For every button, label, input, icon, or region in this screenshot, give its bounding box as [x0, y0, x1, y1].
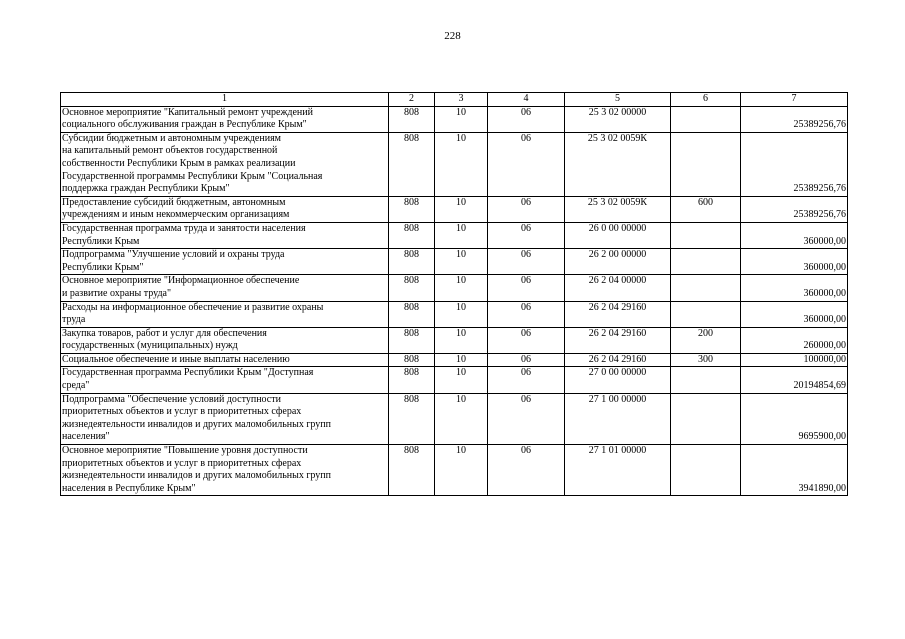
subsection-cell: 06 [488, 106, 565, 132]
section-cell: 10 [435, 393, 488, 444]
target-article-cell: 27 0 00 00000 [565, 367, 671, 393]
amount-cell: 260000,00 [741, 327, 848, 353]
grbs-cell: 808 [389, 327, 435, 353]
target-article-cell: 26 2 00 00000 [565, 249, 671, 275]
target-article-cell: 27 1 01 00000 [565, 445, 671, 496]
column-header: 5 [565, 93, 671, 107]
expense-type-cell [671, 301, 741, 327]
section-cell: 10 [435, 353, 488, 367]
column-header: 2 [389, 93, 435, 107]
grbs-cell: 808 [389, 367, 435, 393]
budget-table [60, 92, 848, 496]
section-cell: 10 [435, 196, 488, 222]
table-row [61, 106, 848, 132]
table-row [61, 353, 848, 367]
amount-cell: 3941890,00 [741, 445, 848, 496]
grbs-cell: 808 [389, 353, 435, 367]
section-cell: 10 [435, 445, 488, 496]
grbs-cell: 808 [389, 275, 435, 301]
section-cell: 10 [435, 367, 488, 393]
name-cell: Основное мероприятие "Капитальный ремонт учреждений социального обслуживания граждан в Республике Крым" [61, 106, 389, 132]
column-header: 4 [488, 93, 565, 107]
subsection-cell: 06 [488, 327, 565, 353]
table-row [61, 445, 848, 496]
expense-type-cell [671, 249, 741, 275]
name-cell: Основное мероприятие "Повышение уровня доступности приоритетных объектов и услуг в приоритетных сферах жизнедеятельности инвалидов и других маломобильных групп населения в Республике Крым" [61, 445, 389, 496]
name-cell: Закупка товаров, работ и услуг для обеспечения государственных (муниципальных) нужд [61, 327, 389, 353]
column-header: 6 [671, 93, 741, 107]
amount-cell: 360000,00 [741, 301, 848, 327]
table-row [61, 393, 848, 444]
table-row [61, 249, 848, 275]
target-article-cell: 26 2 04 29160 [565, 327, 671, 353]
section-cell: 10 [435, 222, 488, 248]
expense-type-cell [671, 106, 741, 132]
page-number: 228 [444, 30, 461, 42]
table-row [61, 222, 848, 248]
subsection-cell: 06 [488, 275, 565, 301]
expense-type-cell: 200 [671, 327, 741, 353]
subsection-cell: 06 [488, 353, 565, 367]
column-header: 7 [741, 93, 848, 107]
subsection-cell: 06 [488, 196, 565, 222]
table-row [61, 132, 848, 196]
expense-type-cell [671, 393, 741, 444]
table-row [61, 327, 848, 353]
section-cell: 10 [435, 106, 488, 132]
target-article-cell: 26 2 04 29160 [565, 301, 671, 327]
expense-type-cell [671, 132, 741, 196]
amount-cell: 9695900,00 [741, 393, 848, 444]
table-header-row [61, 93, 848, 107]
grbs-cell: 808 [389, 196, 435, 222]
grbs-cell: 808 [389, 301, 435, 327]
target-article-cell: 26 2 04 29160 [565, 353, 671, 367]
amount-cell: 360000,00 [741, 275, 848, 301]
expense-type-cell [671, 445, 741, 496]
subsection-cell: 06 [488, 132, 565, 196]
grbs-cell: 808 [389, 106, 435, 132]
grbs-cell: 808 [389, 222, 435, 248]
name-cell: Основное мероприятие "Информационное обеспечение и развитие охраны труда" [61, 275, 389, 301]
amount-cell: 360000,00 [741, 249, 848, 275]
table-row [61, 275, 848, 301]
target-article-cell: 27 1 00 00000 [565, 393, 671, 444]
grbs-cell: 808 [389, 132, 435, 196]
name-cell: Расходы на информационное обеспечение и развитие охраны труда [61, 301, 389, 327]
expense-type-cell: 300 [671, 353, 741, 367]
name-cell: Социальное обеспечение и иные выплаты населению [61, 353, 389, 367]
expense-type-cell: 600 [671, 196, 741, 222]
column-header: 1 [61, 93, 389, 107]
target-article-cell: 26 2 04 00000 [565, 275, 671, 301]
amount-cell: 20194854,69 [741, 367, 848, 393]
name-cell: Подпрограмма "Улучшение условий и охраны труда Республики Крым" [61, 249, 389, 275]
target-article-cell: 25 3 02 0059К [565, 196, 671, 222]
name-cell: Предоставление субсидий бюджетным, автономным учреждениям и иным некоммерческим организациям [61, 196, 389, 222]
table-row [61, 301, 848, 327]
name-cell: Государственная программа Республики Крым "Доступная среда" [61, 367, 389, 393]
grbs-cell: 808 [389, 445, 435, 496]
subsection-cell: 06 [488, 249, 565, 275]
subsection-cell: 06 [488, 367, 565, 393]
amount-cell: 25389256,76 [741, 196, 848, 222]
subsection-cell: 06 [488, 393, 565, 444]
section-cell: 10 [435, 327, 488, 353]
amount-cell: 360000,00 [741, 222, 848, 248]
subsection-cell: 06 [488, 222, 565, 248]
amount-cell: 100000,00 [741, 353, 848, 367]
subsection-cell: 06 [488, 445, 565, 496]
section-cell: 10 [435, 249, 488, 275]
section-cell: 10 [435, 301, 488, 327]
grbs-cell: 808 [389, 249, 435, 275]
expense-type-cell [671, 222, 741, 248]
target-article-cell: 26 0 00 00000 [565, 222, 671, 248]
expense-type-cell [671, 275, 741, 301]
subsection-cell: 06 [488, 301, 565, 327]
name-cell: Государственная программа труда и занятости населения Республики Крым [61, 222, 389, 248]
section-cell: 10 [435, 132, 488, 196]
target-article-cell: 25 3 02 00000 [565, 106, 671, 132]
name-cell: Субсидии бюджетным и автономным учреждениям на капитальный ремонт объектов государственной собственности Республики Крым в рамках реализации Государственной программы Республики Крым "Социальная поддержка граждан Республики Крым" [61, 132, 389, 196]
amount-cell: 25389256,76 [741, 132, 848, 196]
table-row [61, 367, 848, 393]
target-article-cell: 25 3 02 0059К [565, 132, 671, 196]
name-cell: Подпрограмма "Обеспечение условий доступности приоритетных объектов и услуг в приоритетных сферах жизнедеятельности инвалидов и других маломобильных групп населения" [61, 393, 389, 444]
table-row [61, 196, 848, 222]
section-cell: 10 [435, 275, 488, 301]
expense-type-cell [671, 367, 741, 393]
column-header: 3 [435, 93, 488, 107]
amount-cell: 25389256,76 [741, 106, 848, 132]
grbs-cell: 808 [389, 393, 435, 444]
